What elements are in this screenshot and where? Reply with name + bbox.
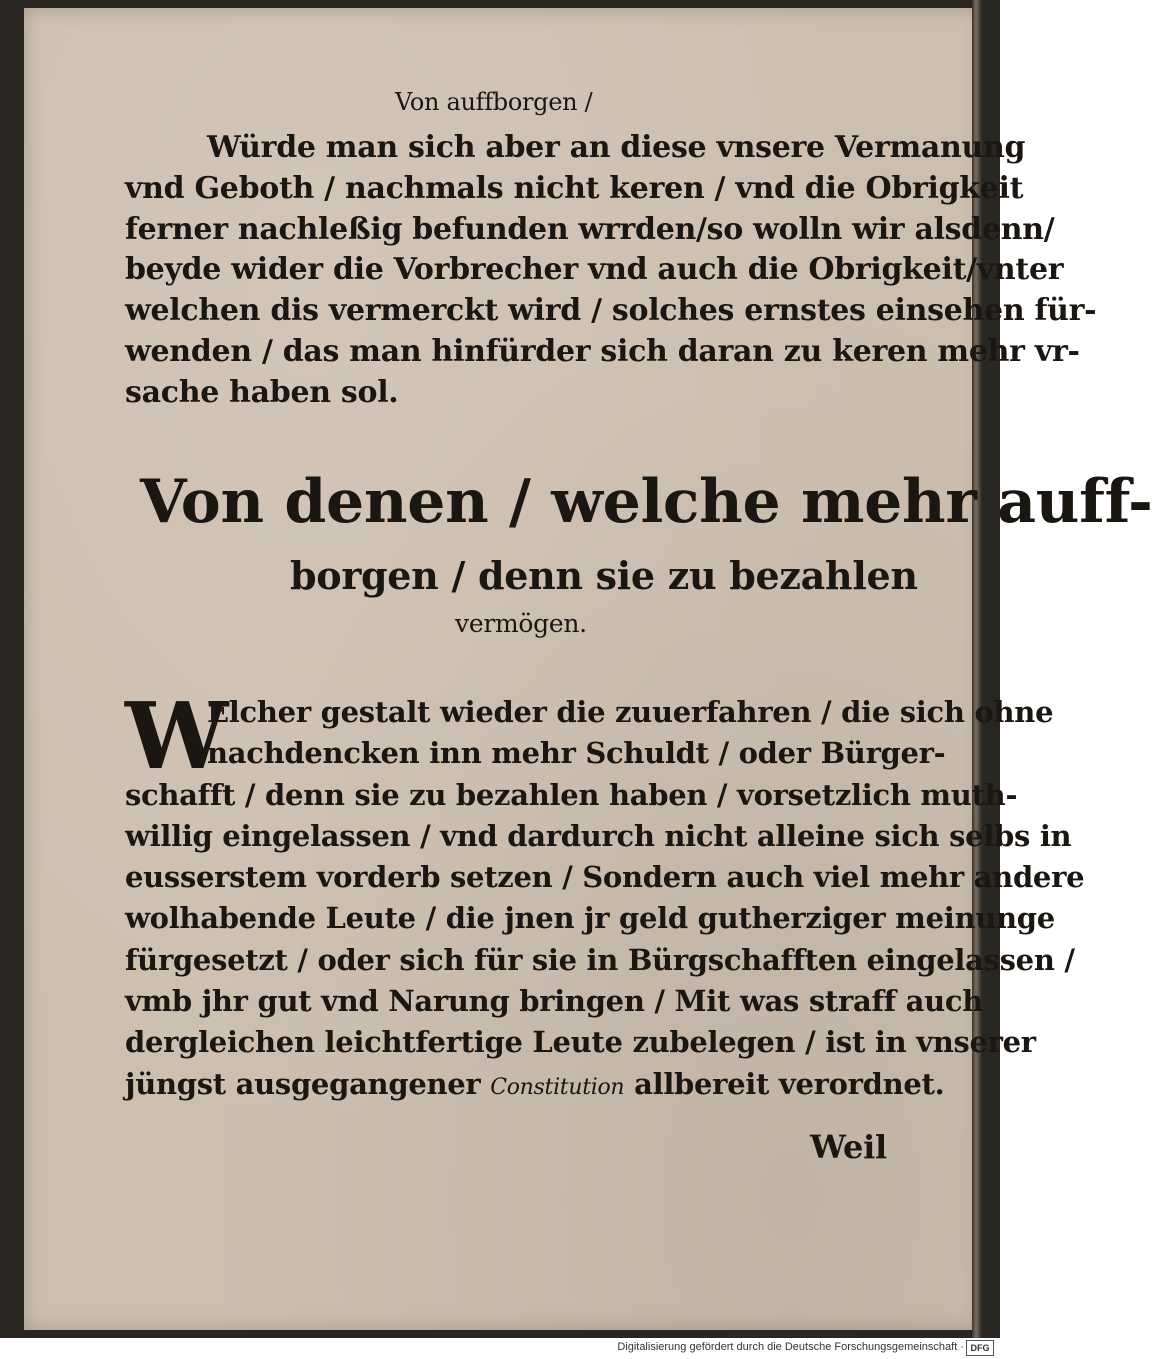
latin-word: Constitution bbox=[490, 1074, 625, 1100]
last-line-end: allbereit verordnet. bbox=[624, 1066, 945, 1101]
paragraph-1-line: sache haben sol. bbox=[125, 374, 399, 410]
paragraph-2-line: dergleichen leichtfertige Leute zubelegen / ist in vnserer bbox=[125, 1025, 1036, 1060]
paragraph-1-line: ferner nachleßig befunden wrrden/so wolln wir alsdenn/ bbox=[125, 211, 1055, 247]
paragraph-2-line: eusserstem vorderb setzen / Sondern auch viel mehr andere bbox=[125, 860, 1085, 895]
paragraph-1-line: Würde man sich aber an diese vnsere Vermanung bbox=[207, 130, 1026, 165]
paragraph-2-line: Elcher gestalt wieder die zuuerfahren / die sich ohne bbox=[207, 695, 1054, 729]
dfg-logo: DFG bbox=[966, 1340, 994, 1356]
section-heading-line-1: Von denen / welche mehr auff- bbox=[140, 467, 1153, 537]
last-line-start: jüngst ausgegangener bbox=[125, 1066, 491, 1101]
paragraph-2-line: willig eingelassen / vnd dardurch nicht alleine sich selbs in bbox=[125, 818, 1072, 853]
running-head: Von auffborgen / bbox=[395, 88, 593, 116]
section-heading-line-3: vermögen. bbox=[455, 609, 587, 638]
paragraph-1 bbox=[125, 128, 1096, 414]
footer-credit: Digitalisierung gefördert durch die Deutsche Forschungsgemeinschaft · bbox=[617, 1341, 964, 1353]
paragraph-2-line: nachdencken inn mehr Schuldt / oder Bürger- bbox=[207, 736, 946, 771]
paragraph-1-line: wenden / das man hinfürder sich daran zu keren mehr vr- bbox=[125, 333, 1080, 369]
drop-cap: W bbox=[125, 682, 229, 790]
section-heading-line-2: borgen / denn sie zu bezahlen bbox=[290, 553, 918, 598]
paragraph-2-line: vmb jhr gut vnd Narung bringen / Mit was straff auch bbox=[125, 984, 984, 1019]
catchword: Weil bbox=[810, 1128, 887, 1166]
paragraph-1-line: beyde wider die Vorbrecher vnd auch die Obrigkeit/vnter bbox=[125, 252, 1064, 288]
paragraph-2-line: schafft / denn sie zu bezahlen haben / vorsetzlich muth- bbox=[125, 777, 1018, 812]
paragraph-1-line: welchen dis vermerckt wird / solches ernstes einsehen für- bbox=[125, 293, 1097, 329]
paragraph-1-line: vnd Geboth / nachmals nicht keren / vnd die Obrigkeit bbox=[125, 170, 1024, 206]
paragraph-2-line: fürgesetzt / oder sich für sie in Bürgschafften eingelassen / bbox=[125, 942, 1075, 977]
paragraph-2-line: wolhabende Leute / die jnen jr geld gutherziger meinunge bbox=[125, 901, 1055, 936]
paragraph-2-last-line bbox=[125, 1064, 1084, 1108]
paragraph-2 bbox=[125, 682, 1085, 1108]
footer-bar bbox=[0, 1338, 1000, 1359]
